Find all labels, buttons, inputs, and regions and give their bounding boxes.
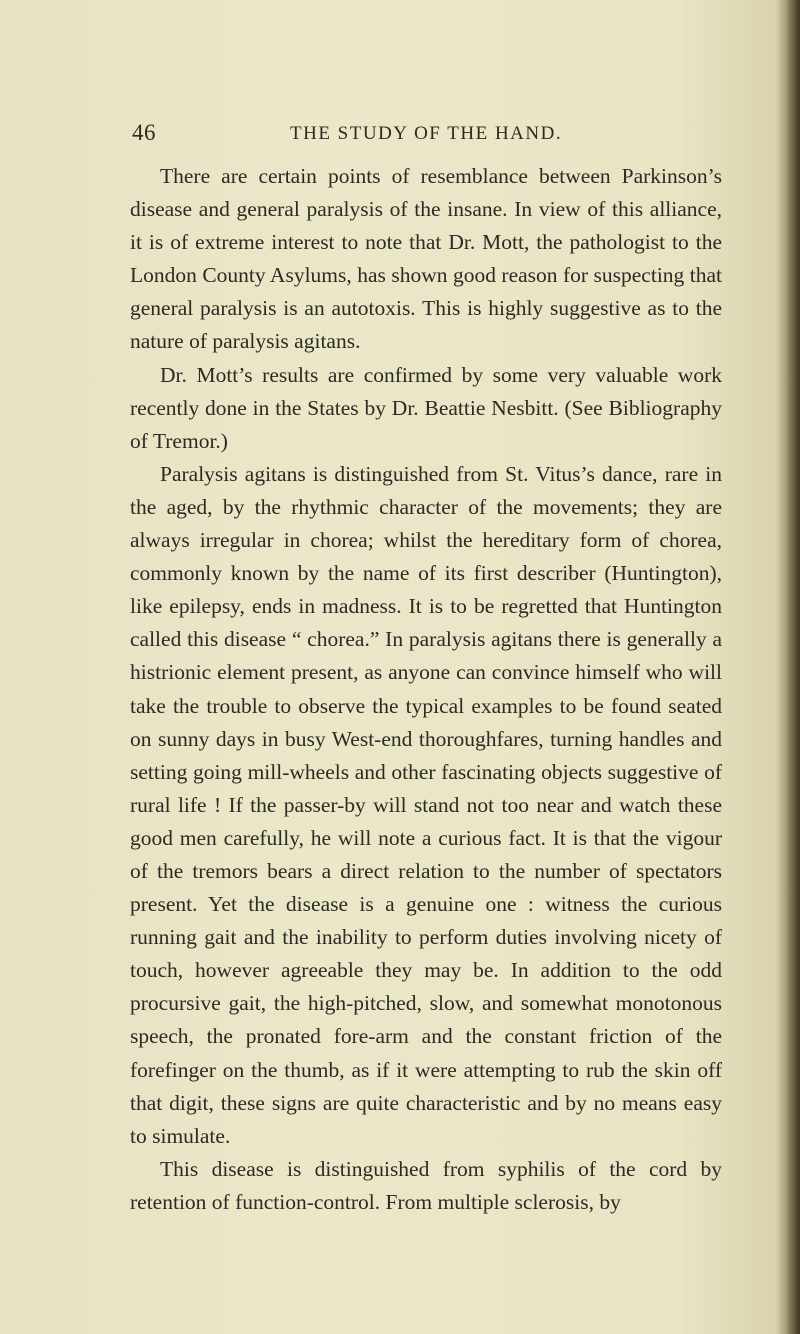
body-text xyxy=(130,160,722,1219)
paragraph-mott-results: Dr. Mott’s results are confirmed by some very valuable work recently done in the States by Dr. Beattie Nesbitt. (See Bibliography of Tremor.) xyxy=(130,362,722,453)
paragraph-paralysis-agitans: Paralysis agitans is distinguished from St. Vitus’s dance, rare in the aged, by the rhythmic character of the movements; they are always irregular in chorea; whilst the hereditary form of chorea, commonly known by the name of its first describer (Huntington), like epilepsy, ends in madness. It is to be regretted that Huntington called this disease “ chorea.” In paralysis agitans there is generally a histrionic element present, as anyone can convince himself who will take the trouble to observe the typical examples to be found seated on sunny days in busy West-end thoroughfares, turning handles and setting going mill-wheels and other fascinating objects suggestive of rural life ! If the passer-by will stand not too near and watch these good men carefully, he will note a curious fact. It is that the vigour of the tremors bears a direct relation to the number of spectators present. Yet the disease is a genuine one : witness the curious running gait and the inability to perform duties involving nicety of touch, however agreeable they may be. In addition to the odd procursive gait, the high-pitched, slow, and somewhat monotonous speech, the pronated fore-arm and the constant friction of the forefinger on the thumb, as if it were attempting to rub the skin off that digit, these signs are quite characteristic and by no means easy to simulate. xyxy=(130,461,722,1148)
paragraph-syphilis-distinction: This disease is distinguished from syphilis of the cord by retention of function-control. From multiple sclerosis, by xyxy=(130,1156,722,1214)
paragraph-parkinson-resemblance: There are certain points of resemblance between Parkinson’s disease and general paralysis of the insane. In view of this alliance, it is of extreme interest to note that Dr. Mott, the pathologist to the London County Asylums, has shown good reason for suspecting that general paralysis is an autotoxis. This is highly suggestive as to the nature of paralysis agitans. xyxy=(130,164,722,354)
running-head: THE STUDY OF THE HAND. xyxy=(290,123,563,144)
page-number: 46 xyxy=(132,120,156,145)
page-header xyxy=(132,120,700,150)
page-edge-shadow xyxy=(786,0,800,1334)
